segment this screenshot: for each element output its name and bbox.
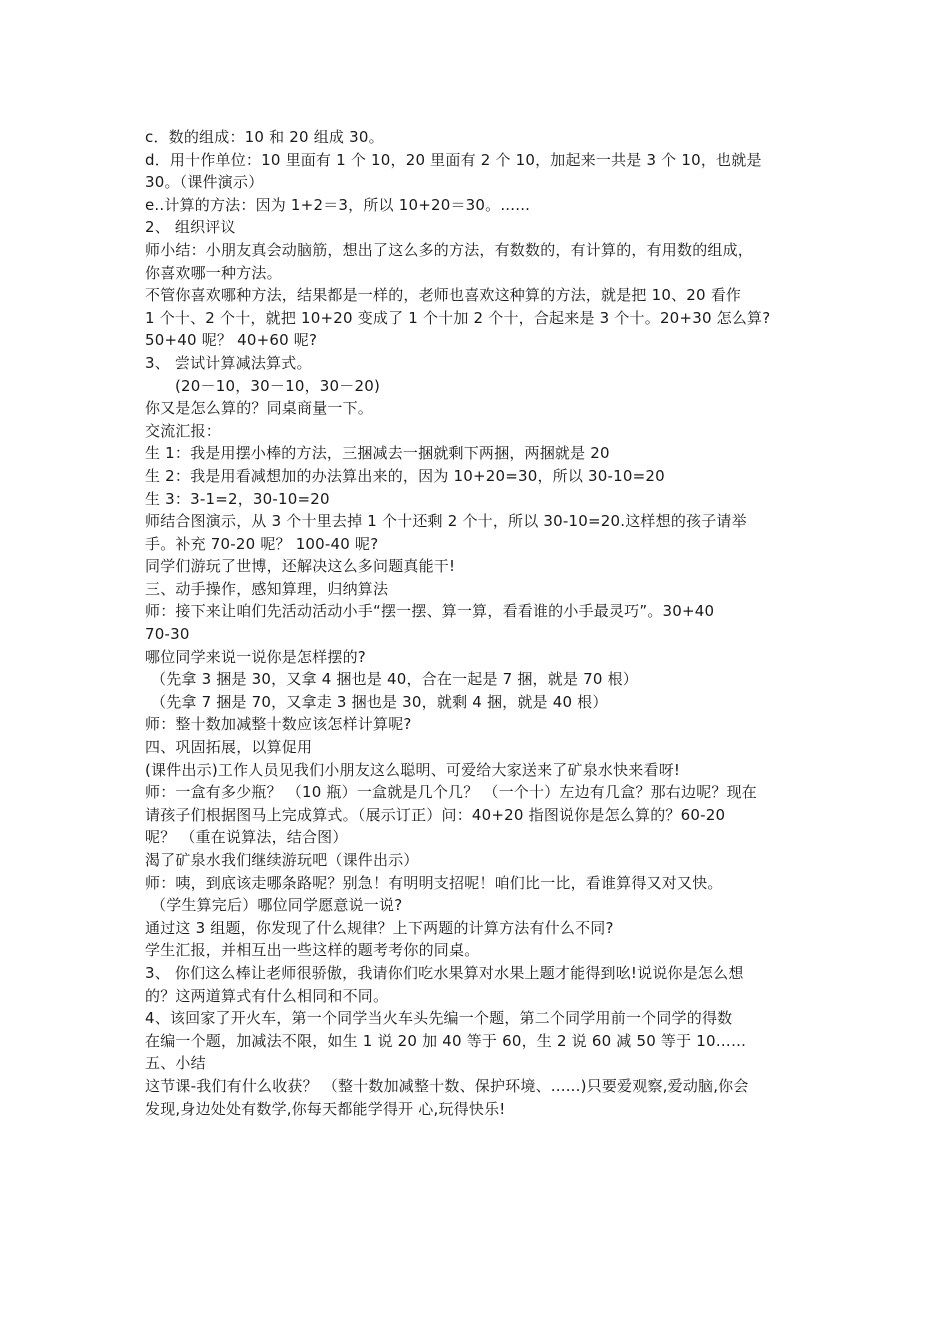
- text-line: 70-30: [145, 625, 190, 644]
- section-heading: 五、小结: [145, 1054, 206, 1073]
- text-line: 哪位同学来说一说你是怎样摆的?: [145, 647, 366, 666]
- text-line: （学生算完后）哪位同学愿意说一说?: [151, 896, 403, 915]
- text-line: 手。补充 70-20 呢？ 100-40 呢?: [145, 534, 379, 553]
- text-line: 这节课-我们有什么收获？ （整十数加减整十数、保护环境、......)只要爱观察,爱动脑,你会: [145, 1076, 749, 1095]
- text-line: 交流汇报：: [145, 421, 222, 440]
- text-line: e..计算的方法：因为 1+2＝3，所以 10+20＝30。......: [145, 195, 531, 214]
- section-heading: 3、 尝试计算减法算式。: [145, 353, 312, 372]
- text-line: 3、 你们这么棒让老师很骄傲，我请你们吃水果算对水果上题才能得到吆!说说你是怎么想: [145, 963, 744, 982]
- text-line: 师：一盒有多少瓶？ （10 瓶）一盒就是几个几？ （一个十）左边有几盒？那右边呢？现在: [145, 783, 757, 802]
- text-line: 50+40 呢？ 40+60 呢?: [145, 331, 318, 350]
- text-line: 师：接下来让咱们先活动活动小手“摆一摆、算一算，看看谁的小手最灵巧”。30+40: [145, 602, 715, 621]
- text-line: 30。（课件演示）: [145, 173, 264, 192]
- text-line: 请孩子们根据图马上完成算式。（展示订正）问：40+20 指图说你是怎么算的？60-20: [145, 805, 726, 824]
- text-line: 同学们游玩了世博，还解决这么多问题真能干!: [145, 557, 456, 576]
- text-line: d．用十作单位：10 里面有 1 个 10，20 里面有 2 个 10，加起来一共是 3 个 10，也就是: [145, 150, 762, 169]
- text-line: 学生汇报，并相互出一些这样的题考考你的同桌。: [145, 941, 480, 960]
- text-line: 你喜欢哪一种方法。: [145, 263, 282, 282]
- text-line: (20－10，30－10，30－20): [175, 376, 381, 395]
- text-line: 师：整十数加减整十数应该怎样计算呢?: [145, 715, 412, 734]
- text-line: 生 3：3-1=2，30-10=20: [145, 489, 330, 508]
- text-line: 生 2：我是用看减想加的办法算出来的，因为 10+20=30，所以 30-10=20: [145, 466, 665, 485]
- section-heading: 四、巩固拓展，以算促用: [145, 738, 313, 757]
- text-line: 生 1：我是用摆小棒的方法，三捆减去一捆就剩下两捆，两捆就是 20: [145, 444, 610, 463]
- text-line: 在编一个题，加减法不限，如生 1 说 20 加 40 等于 60，生 2 说 60 减 50 等于 10……: [145, 1031, 747, 1050]
- text-line: c．数的组成：10 和 20 组成 30。: [145, 128, 384, 146]
- section-heading: 三、动手操作，感知算理，归纳算法: [145, 579, 389, 598]
- text-line: 你又是怎么算的？同桌商量一下。: [145, 399, 374, 418]
- text-line: 4、该回家了开火车，第一个同学当火车头先编一个题，第二个同学用前一个同学的得数: [145, 1009, 733, 1028]
- text-line: 师小结：小朋友真会动脑筋，想出了这么多的方法，有数数的，有计算的，有用数的组成，: [145, 240, 754, 259]
- text-line: 师结合图演示，从 3 个十里去掉 1 个十还剩 2 个十，所以 30-10=20.这样想的孩子请举: [145, 512, 747, 531]
- document-body: [145, 126, 817, 1120]
- text-line: 渴了矿泉水我们继续游玩吧（课件出示）: [145, 851, 419, 869]
- text-line: 的？这两道算式有什么相同和不同。: [145, 986, 389, 1005]
- section-heading: 2、 组织评议: [145, 218, 236, 237]
- text-line: 发现,身边处处有数学,你每天都能学得开 心,玩得快乐!: [145, 1099, 506, 1118]
- text-line: （先拿 7 捆是 70，又拿走 3 捆也是 30，就剩 4 捆，就是 40 根）: [151, 692, 608, 711]
- text-line: 不管你喜欢哪种方法，结果都是一样的，老师也喜欢这种算的方法，就是把 10、20 看作: [145, 286, 742, 305]
- text-line: 师：咦，到底该走哪条路呢？别急！有明明支招呢！咱们比一比，看谁算得又对又快。: [145, 873, 723, 892]
- text-line: 通过这 3 组题，你发现了什么规律？上下两题的计算方法有什么不同?: [145, 918, 614, 937]
- text-line: （先拿 3 捆是 30，又拿 4 捆也是 40，合在一起是 7 捆，就是 70 根）: [151, 670, 638, 689]
- text-line: 1 个十、2 个十，就把 10+20 变成了 1 个十加 2 个十，合起来是 3 个十。20+30 怎么算?: [145, 308, 771, 327]
- text-line: (课件出示)工作人员见我们小朋友这么聪明、可爱给大家送来了矿泉水快来看呀!: [145, 760, 681, 779]
- text-line: 呢？ （重在说算法，结合图）: [145, 828, 348, 847]
